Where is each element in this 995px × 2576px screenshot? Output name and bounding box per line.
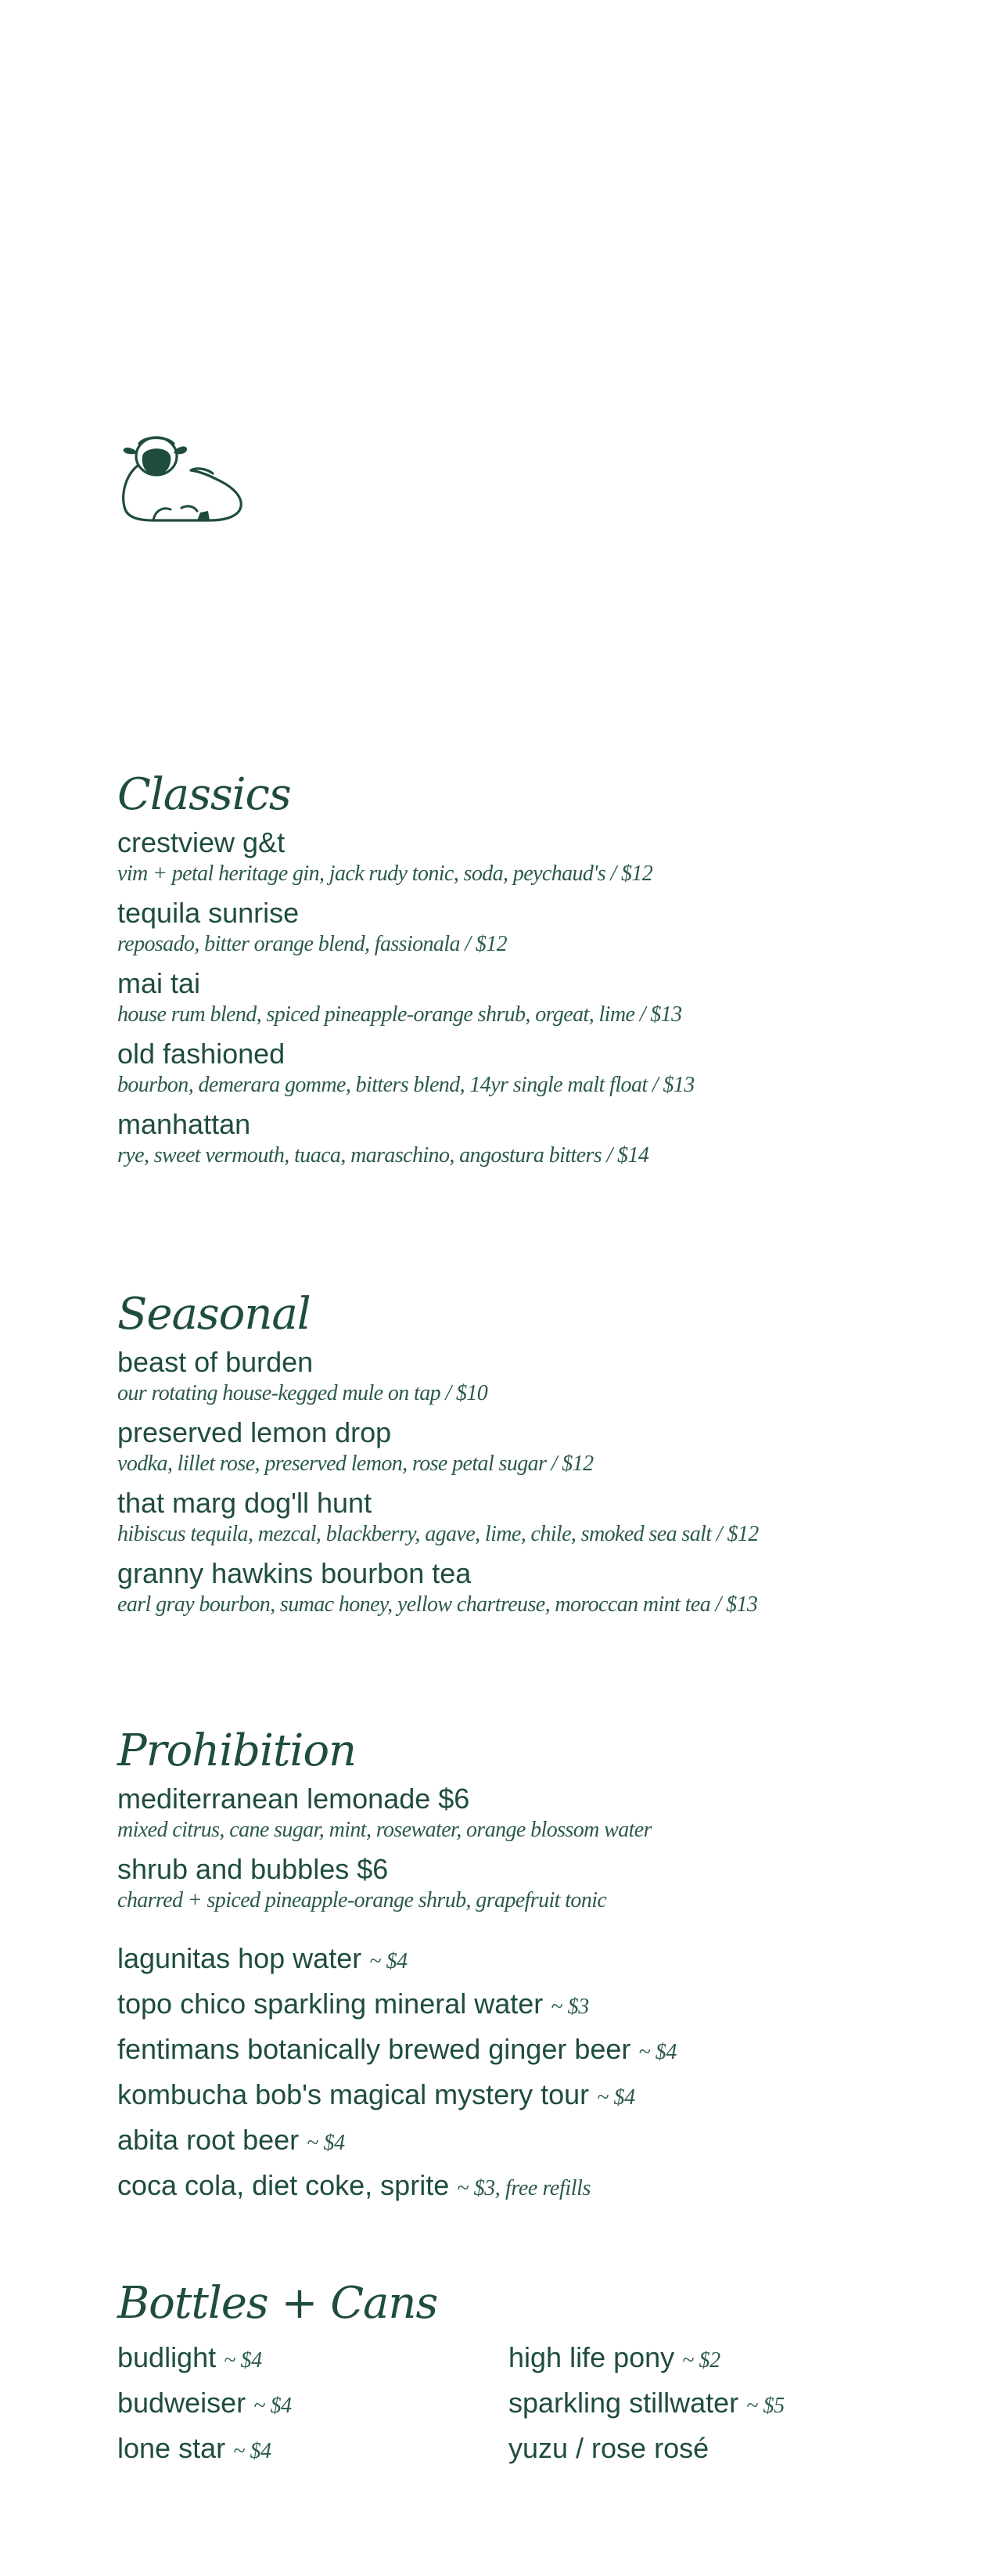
item-description: charred + spiced pineapple-orange shrub, grapefruit tonic bbox=[117, 1888, 607, 1912]
drink-price: ~ $3 bbox=[551, 1995, 589, 2019]
item-description: our rotating house-kegged mule on tap / $10 bbox=[117, 1381, 488, 1405]
seasonal-section bbox=[117, 1289, 900, 1618]
menu-item bbox=[117, 895, 900, 958]
drink-line bbox=[117, 2119, 900, 2164]
section-title: Seasonal bbox=[117, 1289, 311, 1340]
drink-line bbox=[117, 1983, 900, 2028]
menu-item bbox=[117, 1485, 900, 1548]
item-description: earl gray bourbon, sumac honey, yellow chartreuse, moroccan mint tea / $13 bbox=[117, 1592, 758, 1617]
bottles-right-column bbox=[508, 2337, 900, 2473]
item-description: rye, sweet vermouth, tuaca, maraschino, angostura bitters / $14 bbox=[117, 1143, 649, 1167]
drink-price: ~ $2 bbox=[682, 2348, 720, 2373]
item-description: vim + petal heritage gin, jack rudy tonic, soda, peychaud's / $12 bbox=[117, 862, 653, 886]
drink-price: ~ $4 bbox=[638, 2040, 677, 2064]
drink-line bbox=[117, 2382, 508, 2427]
item-name: mai tai bbox=[117, 967, 201, 999]
drink-name: sparkling stillwater bbox=[508, 2387, 739, 2419]
item-name: mediterranean lemonade $6 bbox=[117, 1783, 470, 1815]
drink-name: budlight bbox=[117, 2341, 217, 2373]
drink-price: ~ $3, free refills bbox=[457, 2176, 591, 2200]
item-name: old fashioned bbox=[117, 1038, 286, 1070]
drink-price: ~ $4 bbox=[224, 2348, 262, 2373]
classics-list bbox=[117, 825, 900, 1169]
drink-name: fentimans botanically brewed ginger beer bbox=[117, 2033, 631, 2065]
menu-item bbox=[117, 1106, 900, 1169]
item-name: that marg dog'll hunt bbox=[117, 1487, 372, 1519]
drink-line bbox=[117, 2337, 508, 2382]
drink-name: coca cola, diet coke, sprite bbox=[117, 2169, 450, 2201]
drink-name: budweiser bbox=[117, 2387, 246, 2419]
drink-name: yuzu / rose rosé bbox=[508, 2432, 709, 2464]
drink-line bbox=[508, 2427, 900, 2470]
drink-price: ~ $4 bbox=[307, 2131, 345, 2155]
item-name: crestview g&t bbox=[117, 826, 286, 858]
drink-line bbox=[117, 2074, 900, 2119]
drink-name: high life pony bbox=[508, 2341, 675, 2373]
item-description: bourbon, demerara gomme, bitters blend, 14yr single malt float / $13 bbox=[117, 1073, 695, 1097]
item-description: mixed citrus, cane sugar, mint, rosewater, orange blossom water bbox=[117, 1818, 652, 1842]
lamb-logo bbox=[116, 433, 245, 523]
drink-line bbox=[117, 2028, 900, 2074]
menu-item bbox=[117, 825, 900, 887]
classics-section bbox=[117, 769, 900, 1169]
item-description: house rum blend, spiced pineapple-orange shrub, orgeat, lime / $13 bbox=[117, 1002, 682, 1027]
menu-item bbox=[117, 1781, 900, 1844]
seasonal-list bbox=[117, 1344, 900, 1618]
item-description: reposado, bitter orange blend, fassionala / $12 bbox=[117, 932, 508, 956]
drink-line bbox=[508, 2382, 900, 2427]
lamb-icon bbox=[116, 433, 245, 523]
drink-name: kombucha bob's magical mystery tour bbox=[117, 2078, 590, 2110]
drink-line bbox=[117, 2164, 900, 2210]
section-title: Bottles + Cans bbox=[117, 2278, 438, 2329]
drink-price: ~ $5 bbox=[746, 2394, 785, 2418]
menu-item bbox=[117, 966, 900, 1028]
menu-item bbox=[117, 1851, 900, 1914]
bottles-section bbox=[117, 2278, 900, 2473]
item-name: tequila sunrise bbox=[117, 897, 300, 929]
drink-line bbox=[117, 2427, 508, 2473]
drink-line bbox=[508, 2337, 900, 2382]
section-title: Classics bbox=[117, 769, 291, 820]
drink-price: ~ $4 bbox=[253, 2394, 292, 2418]
drink-name: lone star bbox=[117, 2432, 226, 2464]
item-name: preserved lemon drop bbox=[117, 1416, 392, 1448]
prohibition-list bbox=[117, 1781, 900, 1914]
drink-name: topo chico sparkling mineral water bbox=[117, 1988, 544, 2020]
item-description: vodka, lillet rose, preserved lemon, rose petal sugar / $12 bbox=[117, 1452, 594, 1476]
drink-price: ~ $4 bbox=[233, 2439, 271, 2463]
bottles-left-column bbox=[117, 2337, 508, 2473]
item-name: manhattan bbox=[117, 1108, 251, 1140]
item-description: hibiscus tequila, mezcal, blackberry, agave, lime, chile, smoked sea salt / $12 bbox=[117, 1522, 759, 1546]
menu-item bbox=[117, 1344, 900, 1407]
item-name: shrub and bubbles $6 bbox=[117, 1853, 389, 1885]
bottles-columns bbox=[117, 2337, 900, 2473]
drink-price: ~ $4 bbox=[369, 1949, 408, 1973]
drink-line bbox=[117, 1937, 900, 1983]
prohibition-section bbox=[117, 1725, 900, 2210]
item-name: granny hawkins bourbon tea bbox=[117, 1557, 472, 1589]
section-title: Prohibition bbox=[117, 1725, 357, 1776]
drink-price: ~ $4 bbox=[597, 2085, 635, 2110]
item-name: beast of burden bbox=[117, 1346, 314, 1378]
menu-item bbox=[117, 1036, 900, 1099]
menu-item bbox=[117, 1556, 900, 1618]
prohibition-lines bbox=[117, 1937, 900, 2210]
drink-name: lagunitas hop water bbox=[117, 1942, 362, 1974]
drink-name: abita root beer bbox=[117, 2124, 300, 2156]
menu-item bbox=[117, 1415, 900, 1477]
